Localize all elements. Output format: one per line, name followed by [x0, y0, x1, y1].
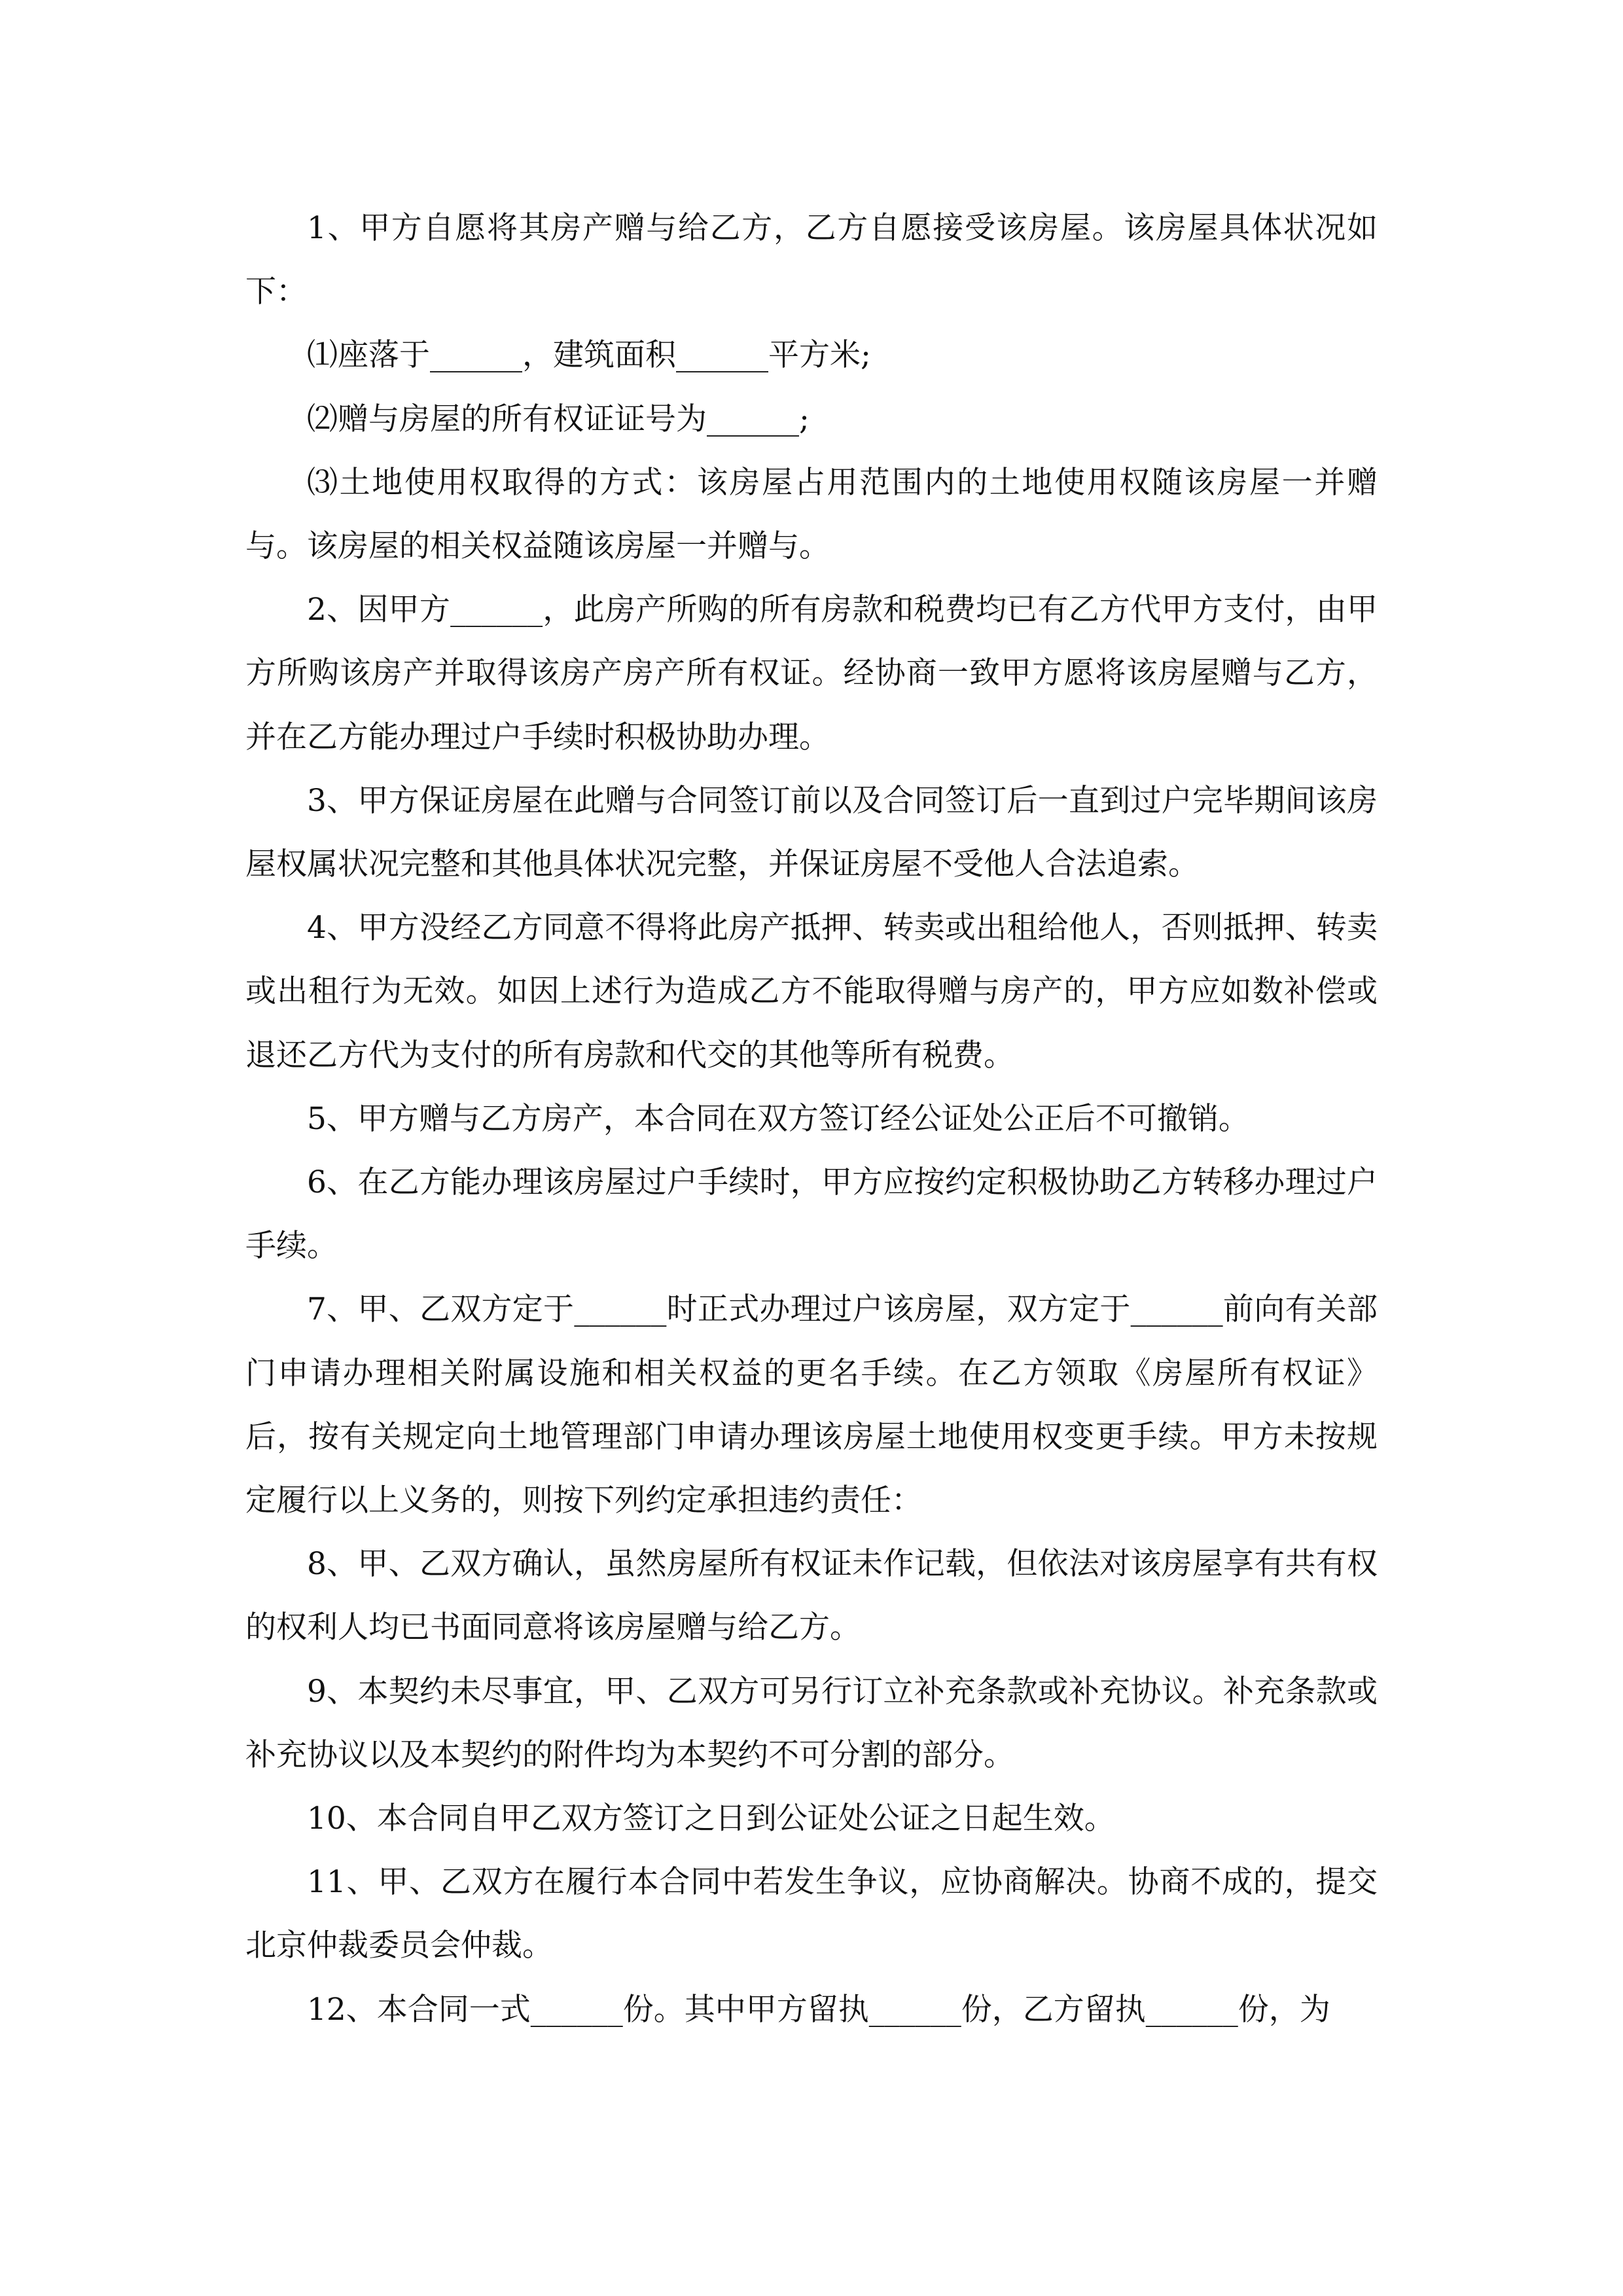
clause-7: 7、甲、乙双方定于______时正式办理过户该房屋，双方定于______前向有关部门申请办理相关附属设施和相关权益的更名手续。在乙方领取《房屋所有权证》后，按有关规定向土地管理部门申请办理该房屋土地使用权变更手续。甲方未按规定履行以上义务的，则按下列约定承担违约责任：	[245, 1291, 1378, 1519]
clause-12: 12、本合同一式______份。其中甲方留执______份，乙方留执______份，为	[307, 1991, 1330, 2028]
clause-8: 8、甲、乙双方确认，虽然房屋所有权证未作记载，但依法对该房屋享有共有权的权利人均已书面同意将该房屋赠与给乙方。	[245, 1546, 1378, 1646]
clause-4: 4、甲方没经乙方同意不得将此房产抵押、转卖或出租给他人，否则抵押、转卖或出租行为无效。如因上述行为造成乙方不能取得赠与房产的，甲方应如数补偿或退还乙方代为支付的所有房款和代交的其他等所有税费。	[245, 910, 1378, 1073]
clause-2: 2、因甲方______，此房产所购的所有房款和税费均已有乙方代甲方支付，由甲方所购该房产并取得该房产房产所有权证。经协商一致甲方愿将该房屋赠与乙方，并在乙方能办理过户手续时积极协助办理。	[245, 592, 1378, 755]
clause-3: 3、甲方保证房屋在此赠与合同签订前以及合同签订后一直到过户完毕期间该房屋权属状况完整和其他具体状况完整，并保证房屋不受他人合法追索。	[245, 782, 1378, 883]
clause-1-item-3: ⑶土地使用权取得的方式：该房屋占用范围内的土地使用权随该房屋一并赠与。该房屋的相关权益随该房屋一并赠与。	[245, 464, 1378, 565]
clause-5: 5、甲方赠与乙方房产，本合同在双方签订经公证处公正后不可撤销。	[307, 1100, 1249, 1137]
clause-9: 9、本契约未尽事宜，甲、乙双方可另行订立补充条款或补充协议。补充条款或补充协议以及本契约的附件均为本契约不可分割的部分。	[245, 1673, 1378, 1773]
clause-1-item-1: ⑴座落于______，建筑面积______平方米;	[307, 337, 871, 374]
clause-6: 6、在乙方能办理该房屋过户手续时，甲方应按约定积极协助乙方转移办理过户手续。	[245, 1164, 1378, 1265]
clause-11: 11、甲、乙双方在履行本合同中若发生争议，应协商解决。协商不成的，提交北京仲裁委员会仲裁。	[245, 1864, 1378, 1964]
clause-1-item-2: ⑵赠与房屋的所有权证证号为______;	[307, 401, 810, 437]
clause-1: 1、甲方自愿将其房产赠与给乙方，乙方自愿接受该房屋。该房屋具体状况如下：	[245, 210, 1378, 310]
contract-body	[245, 196, 1378, 2041]
clause-10: 10、本合同自甲乙双方签订之日到公证处公证之日起生效。	[307, 1801, 1115, 1837]
